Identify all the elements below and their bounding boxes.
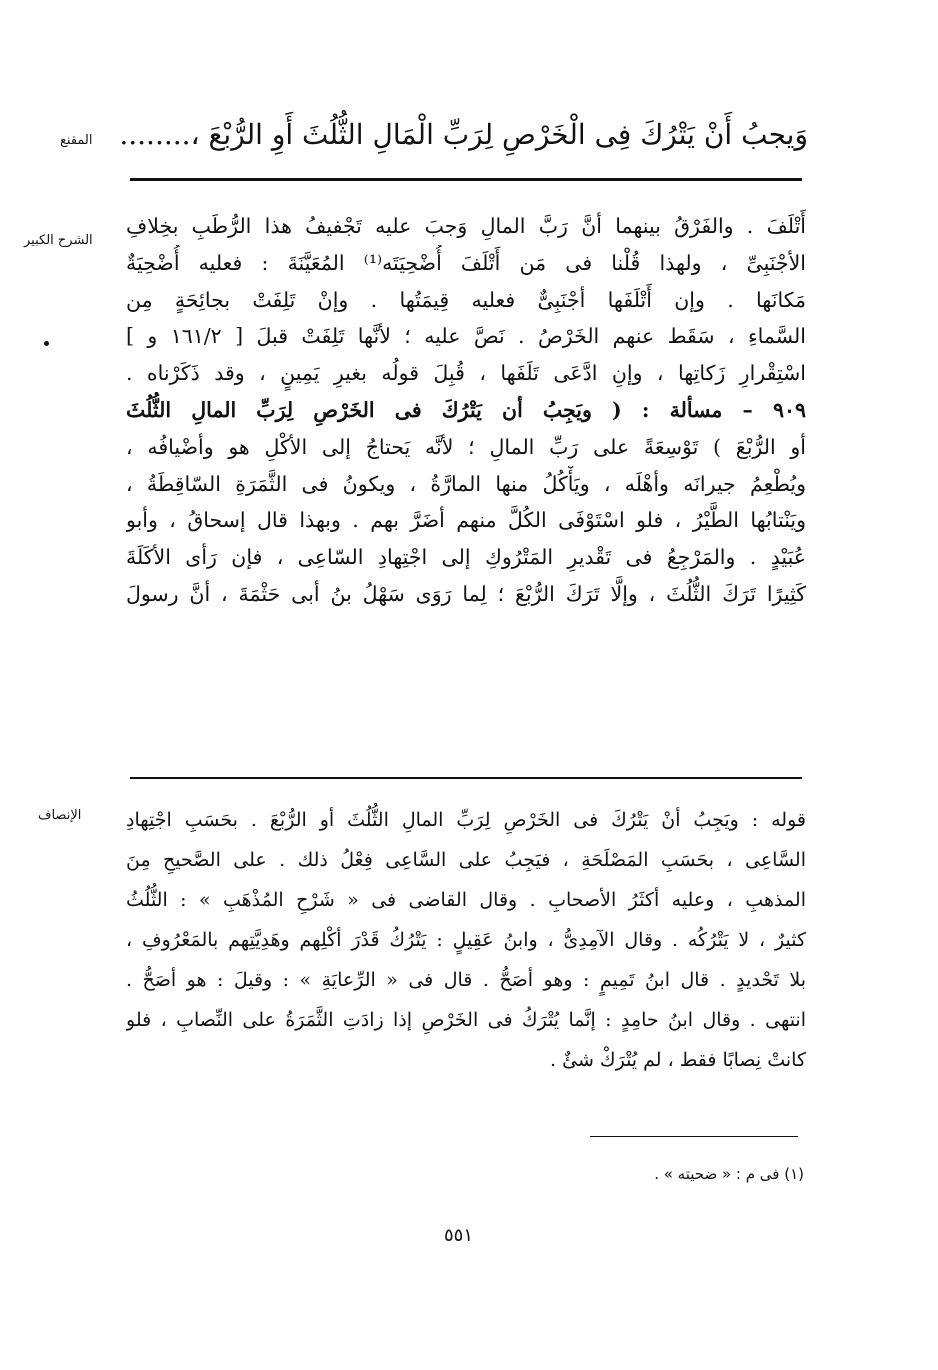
page-number: ٥٥١ bbox=[444, 1225, 474, 1246]
sharh-line: اسْتِقْرارِ زَكاتِها ، وإنِ ادَّعَى تَلَفَها ، قُبِلَ قولُه بغيرِ يَمِينٍ ، وقد ذَكَرْناه . bbox=[126, 361, 806, 386]
sharh-line: أَتْلَفَ . والفَرْقُ بينهما أنَّ رَبَّ المالِ وَجبَ عليه تَجْفيفُ هذا الرُّطَبِ بخِلافِ bbox=[126, 214, 806, 238]
sharh-line: عُبَيْدٍ . والمَرْجِعُ فى تَقْديرِ المَتْرُوكِ إلى اجْتِهادِ السّاعِى ، فإن رَأى الأكَلَةَ bbox=[126, 545, 806, 570]
insaf-line: السَّاعِى ، بحَسَبِ المَصْلَحَةِ ، فيَجِبُ على السَّاعِى فِعْلُ ذلك . على الصَّحيحِ مِنَ bbox=[126, 849, 806, 871]
sharh-label: الشرح الكبير bbox=[24, 233, 93, 248]
footnote: (١) فى م : « ضحيته » . bbox=[654, 1165, 804, 1183]
sharh-line: كَثِيرًا تَرَكَ الثُّلُثَ ، وإلَّا تَرَكَ الرُّبْعَ ؛ لِما رَوَى سَهْلُ بنُ أبى حَثْمَةَ ، أنَّ رسولَ bbox=[126, 581, 806, 606]
section-rule bbox=[130, 777, 802, 779]
sharh-line: أو الرُّبْعَ ) تَوْسِعَةً على رَبِّ المالِ ؛ لأنَّه يَحتاجُ إلى الأكْلِ هو وأضْيافُه ، bbox=[126, 434, 806, 459]
sharh-line: مَكانَها . وإن أَتْلَفَها أجْنَبِىٌّ فعليه قِيمَتُها . وإنْ تَلِفَتْ بجائِحَةٍ مِن bbox=[126, 287, 806, 312]
sharh-line: الأجْنَبِىِّ ، ولهذا قُلْنا فى مَن أَتْلَفَ أُضْحِيَتَه⁽¹⁾ المُعَيَّنَةَ : فعليه أُضْحِيَةٌ bbox=[126, 250, 806, 275]
insaf-line: بلا تَحْديدٍ . قال ابنُ تَمِيمٍ : وهو أصَحُّ . قال فى « الرِّعايَةِ » : وقيلَ : هو أصَحُّ . bbox=[126, 969, 806, 991]
insaf-line: كثيرٌ ، لا يَتْرُكُه . وقال الآمِدِىُّ ، وابنُ عَقِيلٍ : يَتْرُكُ قَدْرَ أكْلِهم وهَدِيَّتِهم بالمَعْرُوفِ ، bbox=[126, 929, 806, 951]
margin-dot bbox=[44, 341, 49, 346]
sharh-line: ويُطْعِمُ جيرانَه وأهْلَه ، ويَأْكُلُ منها المارَّةُ ، ويكونُ فى الثَّمَرَةِ السّاقِطَةُ ، bbox=[126, 471, 806, 496]
muqni-label: المقنع bbox=[60, 133, 93, 148]
header-rule bbox=[130, 178, 802, 181]
insaf-line: كانتْ نِصابًا فقط ، لم يُتْرَكْ شئٌ . bbox=[550, 1049, 806, 1071]
insaf-line: المذهبِ ، وعليه أكثَرُ الأصحابِ . وقال القاضى فى « شَرْحِ المُذْهَبِ » : الثُّلُثُ bbox=[126, 889, 806, 911]
muqni-text: وَيجبُ أَنْ يَتْرُكَ فِى الْخَرْصِ لِرَبِّ الْمَالِ الثُّلُثَ أَوِ الرُّبْعَ ،........ bbox=[119, 118, 808, 151]
insaf-label: الإنصاف bbox=[38, 808, 82, 823]
insaf-line: انتهى . وقال ابنُ حامِدٍ : إنَّما يُتْرَكُ فى الخَرْصِ إذا زادَتِ الثَّمَرَةُ على النِّصابِ ، فلو bbox=[126, 1009, 806, 1031]
sharh-line: ٩٠٩ – مسألة : ( ويَجِبُ أن يَتْرُكَ فى الخَرْصِ لِرَبِّ المالِ الثُّلُثَ bbox=[126, 397, 806, 422]
footnote-rule bbox=[590, 1136, 798, 1137]
insaf-line: قوله : ويَجِبُ أنْ يَتْرُكَ فى الخَرْصِ لِرَبِّ المالِ الثُّلُثَ أو الرُّبْعَ . بحَسَبِ اجْتِهادِ bbox=[126, 809, 806, 831]
sharh-text bbox=[126, 208, 806, 613]
sharh-line: السَّماءِ ، سَقَط عنهم الخَرْصُ . نَصَّ عليه ؛ لأنَّها تَلِفَتْ قبلَ [ ١٦١/٢ و ] bbox=[126, 324, 806, 349]
sharh-line: ويَنْتابُها الطَّيْرُ ، فلو اسْتَوْفَى الكُلَّ منهم أضَرَّ بهم . وبهذا قال إسحاقُ ، وأبو bbox=[126, 508, 806, 533]
insaf-text bbox=[126, 800, 806, 1080]
